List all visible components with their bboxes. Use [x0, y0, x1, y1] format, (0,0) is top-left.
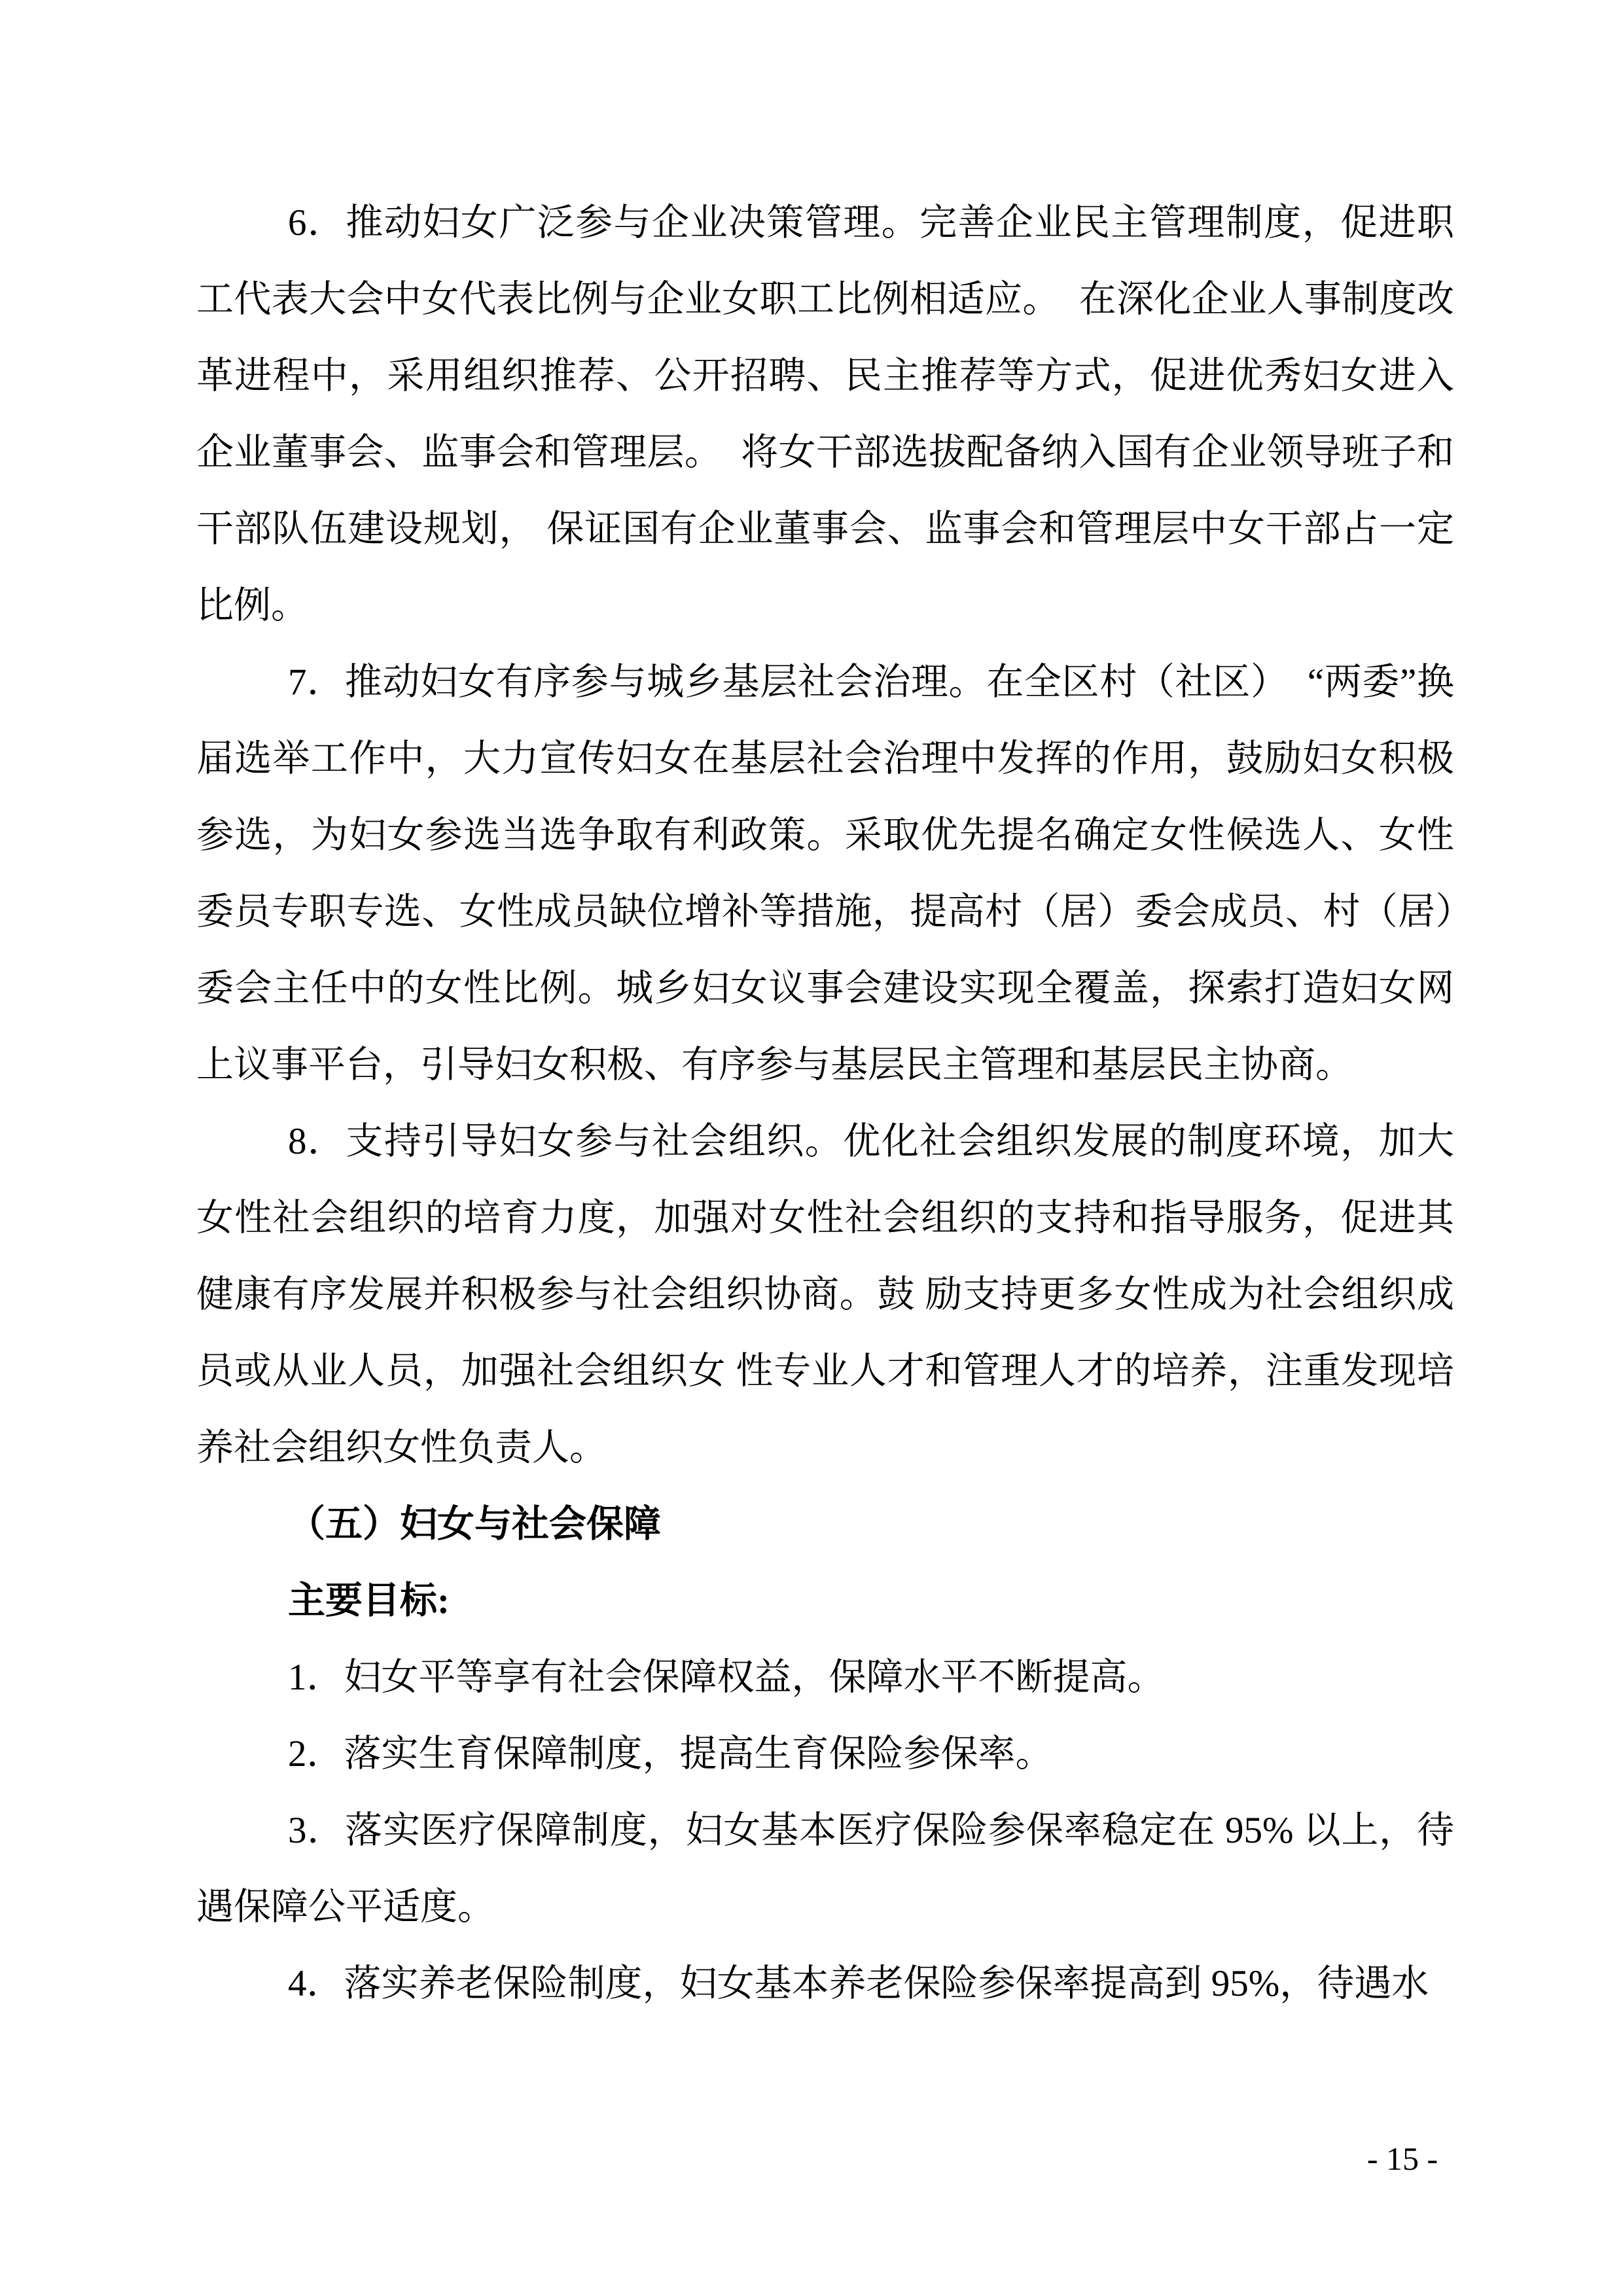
- paragraph-item-7: 7．推动妇女有序参与城乡基层社会治理。在全区村（社区） “两委”换届选举工作中，大力宣传妇女在基层社会治理中发挥的作用，鼓励妇女积极参选，为妇女参选当选争取有利政策。采取优先提名确定女性候选人、女性委员专职专选、女性成员缺位增补等措施，提高村（居）委会成员、村（居）委会主任中的女性比例。城乡妇女议事会建设实现全覆盖，探索打造妇女网上议事平台，引导妇女积极、有序参与基层民主管理和基层民主协商。: [196, 662, 1454, 1086]
- goal-item-4: 4．落实养老保险制度，妇女基本养老保险参保率提高到 95%，待遇水: [288, 1963, 1429, 2004]
- goal-item-3: 3．落实医疗保障制度，妇女基本医疗保险参保率稳定在 95% 以上，待遇保障公平适度。: [196, 1810, 1454, 1928]
- main-goals-label: 主要目标:: [288, 1580, 450, 1621]
- goal-item-2: 2．落实生育保障制度，提高生育保险参保率。: [288, 1733, 1053, 1775]
- paragraph-item-8: 8．支持引导妇女参与社会组织。优化社会组织发展的制度环境，加大女性社会组织的培育力度，加强对女性社会组织的支持和指导服务，促进其健康有序发展并积极参与社会组织协商。鼓 励支持更多女性成为社会组织成员或从业人员，加强社会组织女 性专业人才和管理人才的培养，注重发现培养社会组织女性负责人。: [196, 1121, 1454, 1468]
- goal-item-1: 1．妇女平等享有社会保障权益，保障水平不断提高。: [288, 1657, 1165, 1698]
- section-heading-women-social-security: （五）妇女与社会保障: [288, 1504, 661, 1545]
- paragraph-item-6: 6．推动妇女广泛参与企业决策管理。完善企业民主管理制度，促进职工代表大会中女代表比例与企业女职工比例相适应。 在深化企业人事制度改革进程中，采用组织推荐、公开招聘、民主推荐等方式，促进优秀妇女进入企业董事会、监事会和管理层。 将女干部选拔配备纳入国有企业领导班子和干部队伍建设规划， 保证国有企业董事会、监事会和管理层中女干部占一定比例。: [196, 202, 1454, 626]
- page-number: - 15 -: [1366, 2140, 1438, 2177]
- document-body: [196, 185, 1454, 2022]
